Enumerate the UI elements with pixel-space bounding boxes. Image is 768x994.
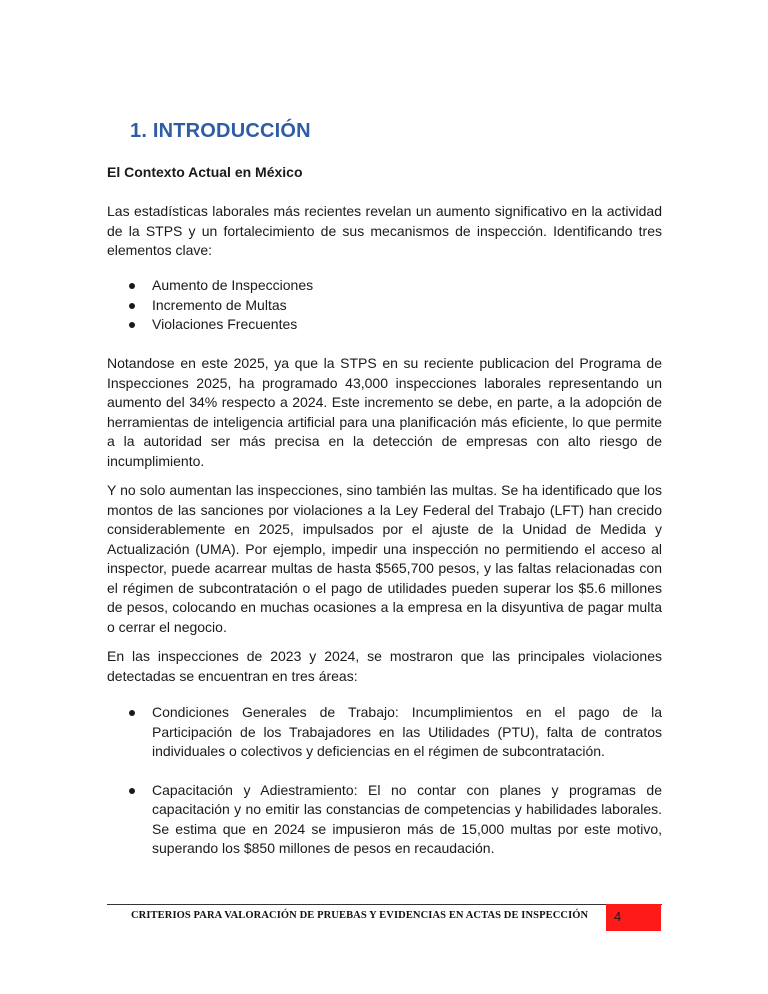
list-item-text: Condiciones Generales de Trabajo: Incumplimientos en el pago de la Participación de los Trabajadores en las Utilidades (PTU), falta de contratos individuales o colectivos y deficiencias en el régimen de subcontratación. [152, 704, 662, 759]
page-number: 4 [614, 909, 622, 924]
bullet-list-violations [107, 703, 662, 859]
list-item [107, 276, 662, 296]
list-item-text: Aumento de Inspecciones [152, 277, 314, 293]
footer-title: CRITERIOS PARA VALORACIÓN DE PRUEBAS Y EVIDENCIAS EN ACTAS DE INSPECCIÓN [131, 910, 589, 921]
list-item [107, 703, 662, 762]
paragraph-inspections: Notandose en este 2025, ya que la STPS en su reciente publicacion del Programa de Inspecciones 2025, ha programado 43,000 inspecciones laborales representando un aumento del 34% respecto a 2024. Este incremento se debe, en parte, a la adopción de herramientas de inteligencia artificial para una planificación más eficiente, lo que permite a la autoridad ser más precisa en la detección de empresas con alto riesgo de incumplimiento. [107, 355, 662, 469]
bullet-icon [129, 283, 135, 289]
list-item [107, 296, 662, 316]
subheading: El Contexto Actual en México [107, 164, 303, 180]
bullet-icon [129, 303, 135, 309]
page-number-box [606, 904, 661, 931]
list-item [107, 315, 662, 335]
paragraph-violations: En las inspecciones de 2023 y 2024, se mostraron que las principales violaciones detectadas se encuentran en tres áreas: [107, 648, 662, 684]
footer-divider [107, 904, 662, 905]
list-item-text: Violaciones Frecuentes [152, 316, 298, 332]
list-item-text: Capacitación y Adiestramiento: El no contar con planes y programas de capacitación y no emitir las constancias de competencias y habilidades laborales. Se estima que en 2024 se impusieron más de 15,000 multas por este motivo, superando los $850 millones de pesos en recaudación. [152, 781, 662, 856]
paragraph-intro: Las estadísticas laborales más recientes revelan un aumento significativo en la actividad de la STPS y un fortalecimiento de sus mecanismos de inspección. Identificando tres elementos clave: [107, 203, 662, 258]
bullet-list-key-elements [107, 276, 662, 335]
bullet-icon [129, 710, 135, 716]
list-item-text: Incremento de Multas [152, 296, 287, 313]
list-item [107, 781, 662, 859]
paragraph-fines: Y no solo aumentan las inspecciones, sino también las multas. Se ha identificado que los montos de las sanciones por violaciones a la Ley Federal del Trabajo (LFT) han crecido considerablemente en 2025, impulsados por el ajuste de la Unidad de Medida y Actualización (UMA). Por ejemplo, impedir una inspección no permitiendo el acceso al inspector, puede acarrear multas de hasta $565,700 pesos, y las faltas relacionadas con el régimen de subcontratación o el pago de utilidades pueden superar los $5.6 millones de pesos, colocando en muchas ocasiones a la empresa en la disyuntiva de pagar multa o cerrar el negocio. [107, 482, 662, 635]
bullet-icon [129, 322, 135, 328]
section-heading: 1. INTRODUCCIÓN [130, 120, 311, 142]
bullet-icon [129, 788, 135, 794]
